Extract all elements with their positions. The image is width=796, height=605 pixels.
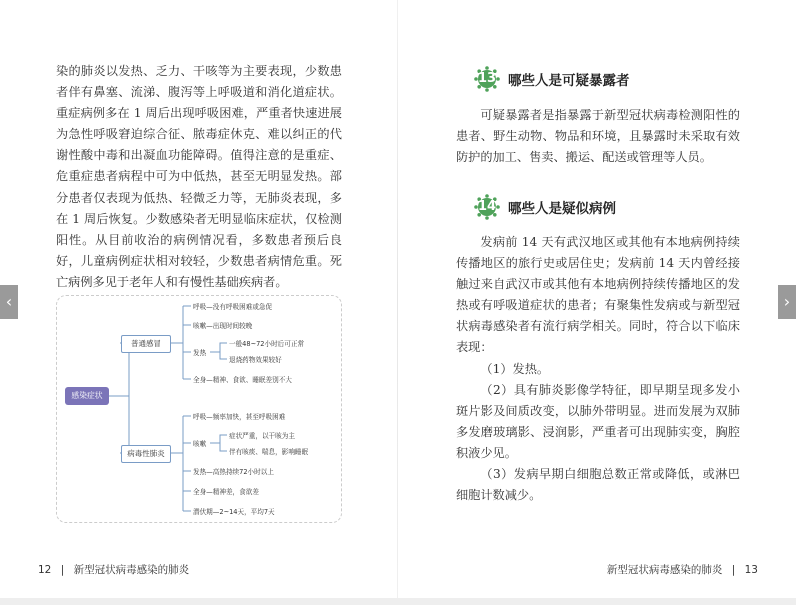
mindmap-leaf: 退烧药物效果较好 xyxy=(229,356,282,364)
left-page-number: 12 xyxy=(38,564,52,576)
mindmap-leaf: 咳嗽 xyxy=(193,440,207,448)
right-page-number: 13 xyxy=(744,564,758,576)
virus-badge-icon xyxy=(474,66,500,92)
section-13-title: 哪些人是可疑暴露者 xyxy=(508,73,630,89)
section-13-body xyxy=(456,105,740,168)
mindmap-leaf: 全身—精神差，食欲差 xyxy=(193,488,259,496)
mindmap-leaf: 发热 xyxy=(193,349,207,357)
symptom-mindmap xyxy=(56,295,342,523)
left-page-paragraph: 染的肺炎以发热、乏力、干咳等为主要表现，少数患者伴有鼻塞、流涕、腹泻等上呼吸道和消化道症状。重症病例多在 1 周后出现呼吸困难，严重者快速进展为急性呼吸窘迫综合征、脓毒症休克、难以纠正的代谢性酸中毒和出凝血功能障碍。值得注意的是重症、危重症患者病程中可为中低热，甚至无明显发热。部分患者仅表现为低热、轻微乏力等，无肺炎表现，多在 1 周后恢复。少数感染者无明显临床症状，仅检测阳性。从目前收治的病例情况看，多数患者预后良好，儿童病例症状相对较轻，少数患者病情危重。死亡病例多见于老年人和有慢性基础疾病者。 xyxy=(56,64,342,289)
left-footer-separator: | xyxy=(60,564,65,576)
right-footer-separator: | xyxy=(731,564,736,576)
next-page-button[interactable]: › xyxy=(778,285,796,319)
mindmap-leaf: 发热—高热持续72小时以上 xyxy=(193,468,274,476)
mindmap-root: 感染症状 xyxy=(65,387,109,405)
section-14-paragraph: 发病前 14 天有武汉地区或其他有本地病例持续传播地区的旅行史或居住史；发病前 14 天内曾经接触过来自武汉市或其他有本地病例持续传播地区的发热或有呼吸道症状的患者；有聚集性发病或与新型冠状病毒感染者有流行病学相关。同时，符合以下临床表现： xyxy=(456,235,740,355)
right-footer xyxy=(607,562,758,577)
mindmap-leaf: 全身—精神、食欲、睡眠差别不大 xyxy=(193,376,292,384)
mindmap-leaf: 咳嗽—出现时间较晚 xyxy=(193,322,253,330)
section-14-item-3: （3）发病早期白细胞总数正常或降低，或淋巴细胞计数减少。 xyxy=(456,467,740,503)
section-14-number: 14 xyxy=(477,199,497,214)
left-footer xyxy=(38,562,189,577)
section-14-heading xyxy=(474,194,616,220)
mindmap-leaf: 一般48~72小时后可正常 xyxy=(229,340,305,348)
left-page-body xyxy=(56,61,342,293)
prev-page-button[interactable]: ‹ xyxy=(0,285,18,319)
mindmap-leaf: 潜伏期—2~14天，平均7天 xyxy=(193,508,275,516)
mindmap-leaf: 症状严重，以干咳为主 xyxy=(229,432,295,440)
section-13-number: 13 xyxy=(477,71,497,86)
left-footer-book-title: 新型冠状病毒感染的肺炎 xyxy=(73,564,190,576)
right-footer-book-title: 新型冠状病毒感染的肺炎 xyxy=(606,564,723,576)
section-14-title: 哪些人是疑似病例 xyxy=(508,201,616,217)
section-13-paragraph: 可疑暴露者是指暴露于新型冠状病毒检测阳性的患者、野生动物、物品和环境，且暴露时未采取有效防护的加工、售卖、搬运、配送或管理等人员。 xyxy=(456,108,740,165)
mindmap-leaf: 呼吸—频率加快，甚至呼吸困难 xyxy=(193,413,286,421)
viewer-bottom-bar xyxy=(0,598,796,605)
right-page xyxy=(398,0,796,605)
mindmap-leaf: 伴有咳痰、喘息，影响睡眠 xyxy=(229,448,309,456)
virus-badge-icon xyxy=(474,194,500,220)
section-13-heading xyxy=(474,66,630,92)
section-14-item-2: （2）具有肺炎影像学特征，即早期呈现多发小斑片影及间质改变，以肺外带明显。进而发展为双肺多发磨玻璃影、浸润影，严重者可出现肺实变，胸腔积液少见。 xyxy=(456,382,740,460)
mindmap-branch-viral-pneumonia: 病毒性肺炎 xyxy=(121,445,171,463)
mindmap-leaf: 呼吸—没有呼吸困难或急促 xyxy=(193,303,273,311)
section-14-body xyxy=(456,232,740,506)
mindmap-branch-common-cold: 普通感冒 xyxy=(121,335,171,353)
section-14-item-1: （1）发热。 xyxy=(480,361,550,376)
